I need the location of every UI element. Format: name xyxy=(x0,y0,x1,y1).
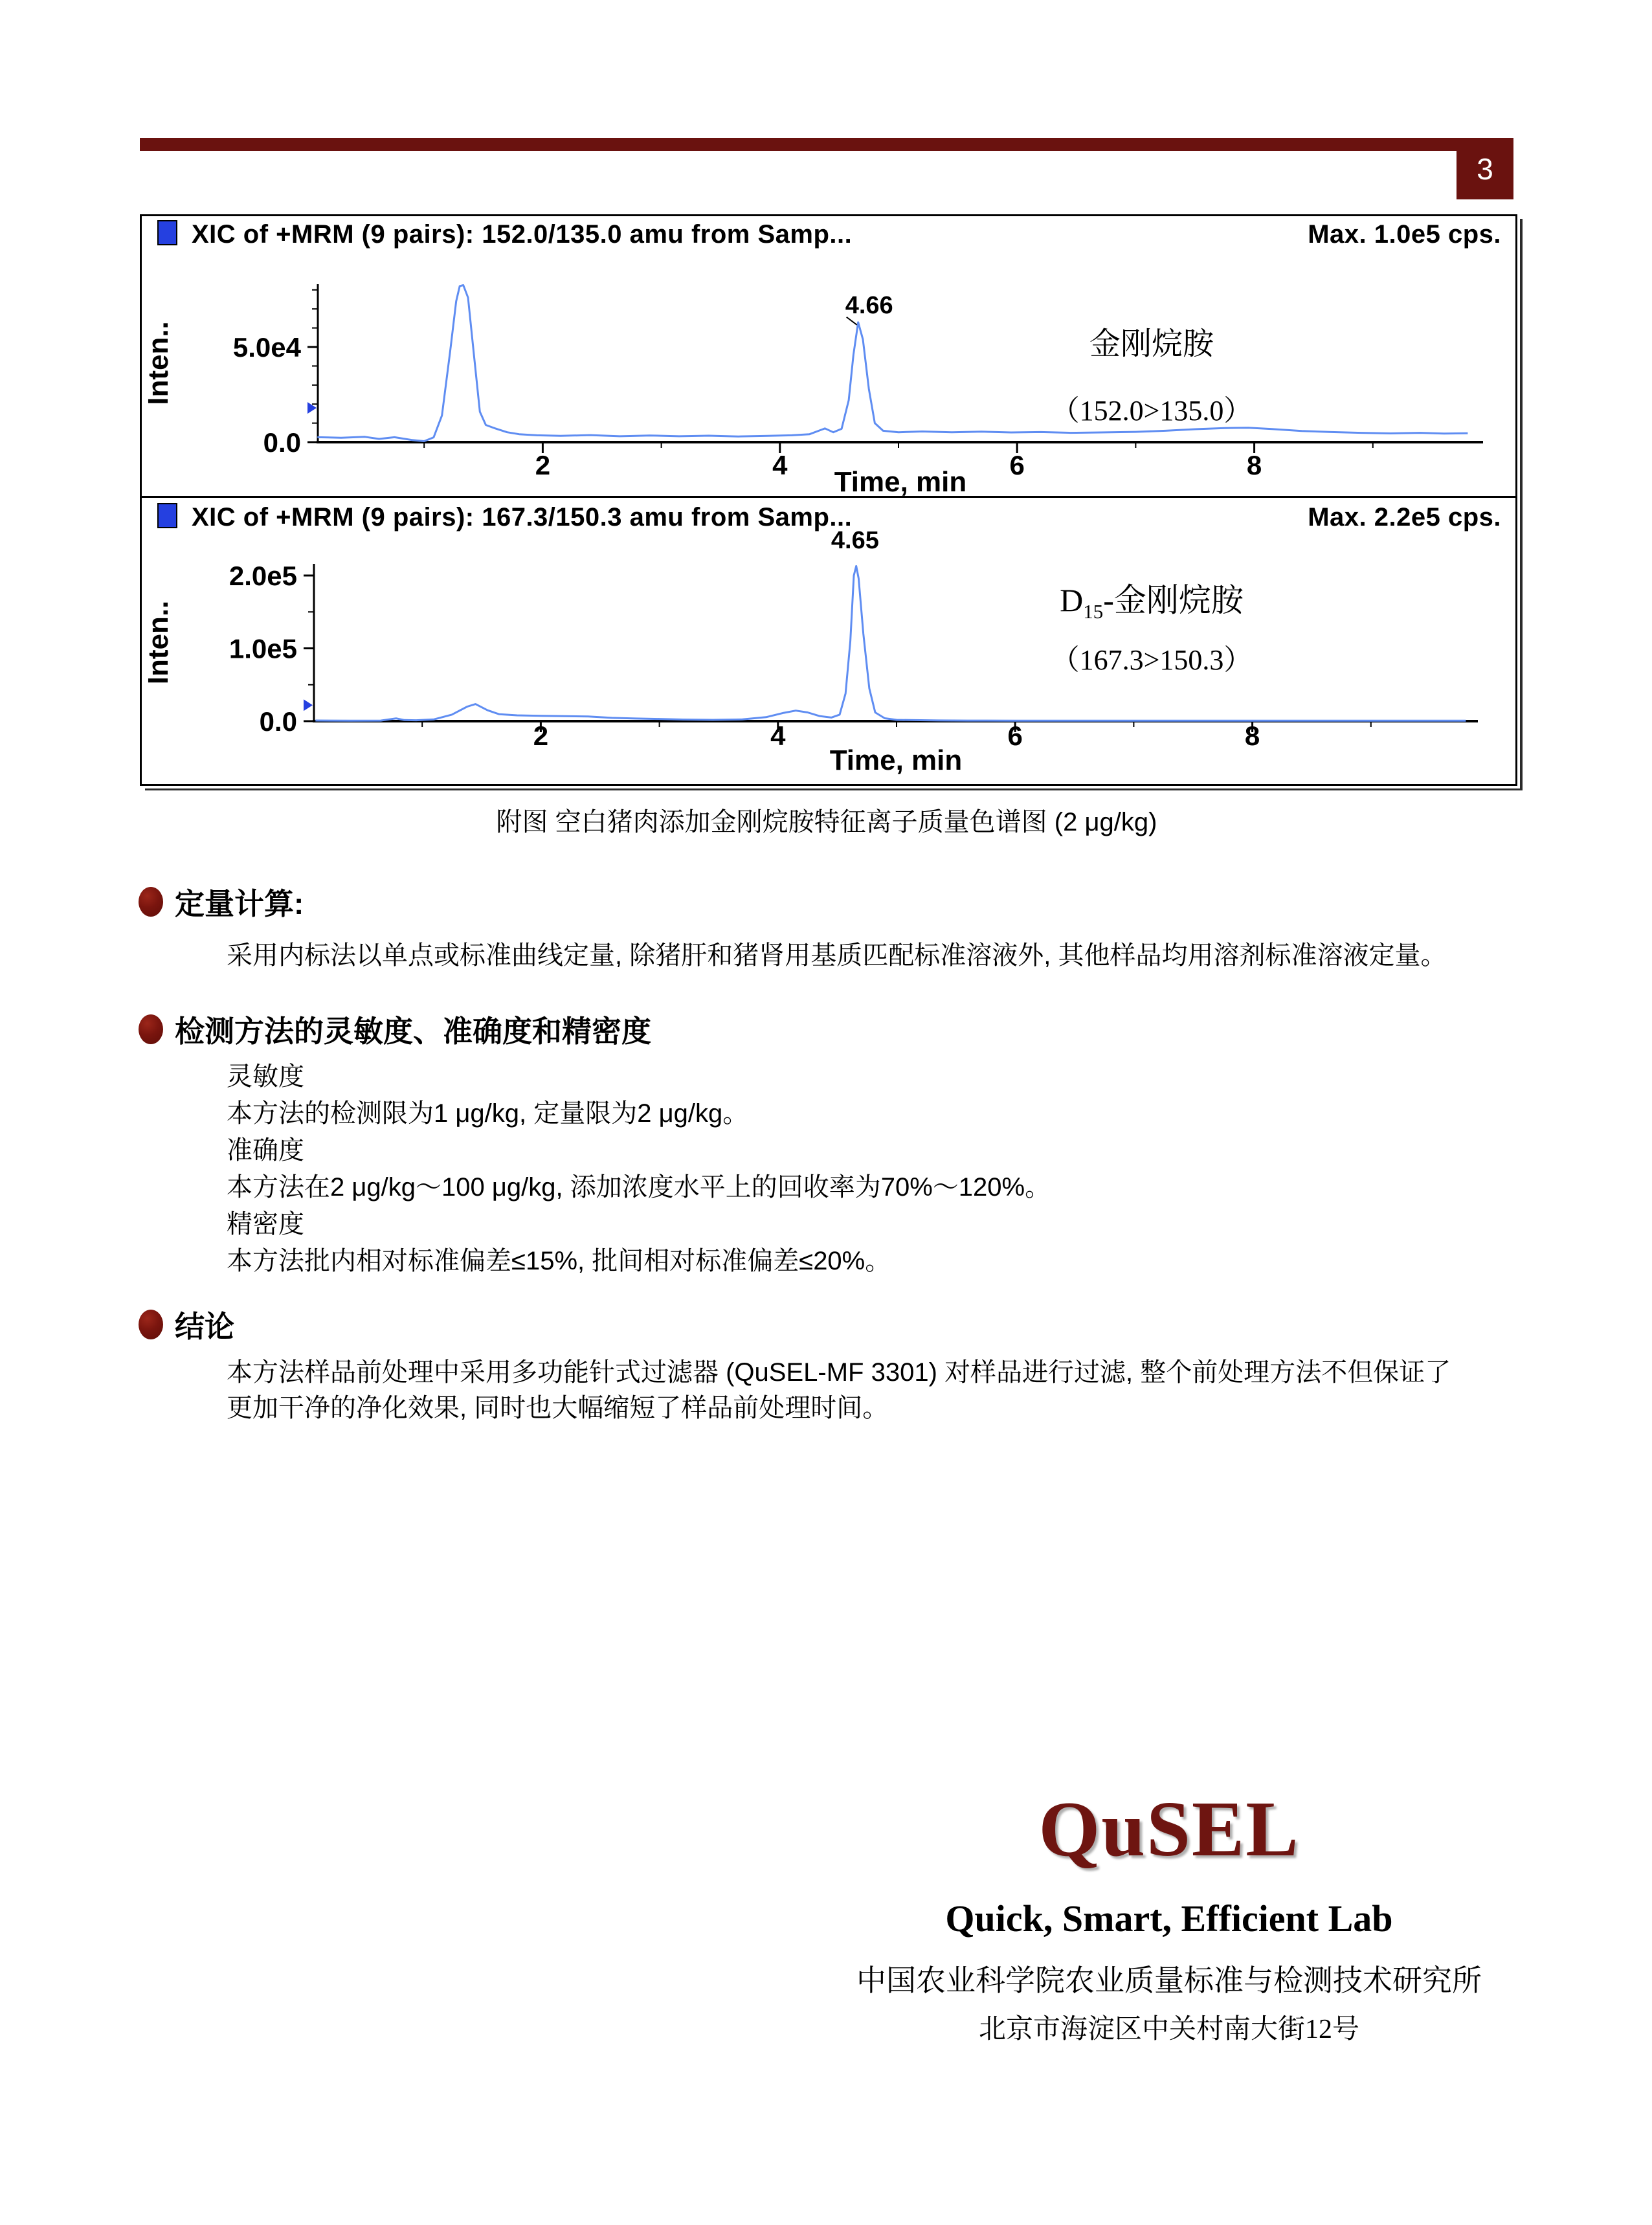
svg-text:2.0e5: 2.0e5 xyxy=(229,561,297,591)
section-body xyxy=(227,1058,1517,1280)
transition-label: （152.0>135.0） xyxy=(1051,394,1253,427)
chromatogram-panel-1 xyxy=(142,216,1515,498)
svg-text:8: 8 xyxy=(1244,721,1260,751)
compound-name: $D_{15}-$金刚烷胺 xyxy=(1060,582,1244,623)
trace-legend-square-icon xyxy=(157,220,177,245)
page-number-badge xyxy=(1457,138,1513,199)
qusel-logo: QuSEL xyxy=(1038,1785,1300,1873)
section-heading-text: 检测方法的灵敏度、准确度和精密度 xyxy=(175,1014,651,1048)
bullet-icon xyxy=(139,887,163,917)
bullet-icon xyxy=(139,1310,163,1339)
logo-tagline: Quick, Smart, Efficient Lab xyxy=(945,1897,1393,1940)
svg-text:8: 8 xyxy=(1246,450,1262,480)
chart-max-intensity-label: Max. 2.2e5 cps. xyxy=(1308,503,1501,531)
section-body-line: 本方法样品前处理中采用多功能针式过滤器 (QuSEL-MF 3301) 对样品进行过滤, 整个前处理方法不但保证了 xyxy=(227,1358,1451,1387)
svg-text:5.0e4: 5.0e4 xyxy=(232,332,301,363)
section-body-line: 本方法在2 μg/kg～100 μg/kg, 添加浓度水平上的回收率为70%～120%。 xyxy=(227,1173,1051,1202)
svg-text:Time, min: Time, min xyxy=(834,466,967,496)
chart-title: XIC of +MRM (9 pairs): 152.0/135.0 amu from Samp... xyxy=(192,220,853,249)
svg-text:4.65: 4.65 xyxy=(831,527,879,554)
footer-logo-block xyxy=(781,1784,1557,2046)
chart-header xyxy=(157,503,1501,532)
compound-annotation xyxy=(970,319,1333,429)
svg-text:Time, min: Time, min xyxy=(829,744,963,776)
chart-title: XIC of +MRM (9 pairs): 167.3/150.3 amu from Samp... xyxy=(192,503,853,531)
section-heading-quantitation xyxy=(139,880,1517,923)
section-body-line: 精密度 xyxy=(227,1210,304,1238)
bullet-icon xyxy=(139,1014,163,1044)
transition-label: （167.3>150.3） xyxy=(1051,644,1253,676)
section-body-line: 本方法批内相对标准偏差≤15%, 批间相对标准偏差≤20%。 xyxy=(227,1247,891,1275)
trace-legend-square-icon xyxy=(157,503,177,528)
svg-text:Inten..: Inten.. xyxy=(142,321,174,405)
chromatogram-panel-2 xyxy=(142,498,1515,784)
section-heading-text: 结论 xyxy=(175,1310,234,1343)
chart-header xyxy=(157,220,1501,249)
svg-text:1.0e5: 1.0e5 xyxy=(229,633,297,664)
svg-text:2: 2 xyxy=(533,721,549,751)
section-body-line: 准确度 xyxy=(227,1136,304,1165)
compound-annotation xyxy=(970,574,1333,678)
svg-text:4: 4 xyxy=(770,721,786,751)
figure-caption: 附图 空白猪肉添加金刚烷胺特征离子质量色谱图 (2 μg/kg) xyxy=(496,808,1157,836)
chart-max-intensity-label: Max. 1.0e5 cps. xyxy=(1308,220,1501,249)
top-divider-rule xyxy=(140,138,1513,151)
svg-text:4: 4 xyxy=(772,450,788,480)
chromatogram-figure xyxy=(140,214,1517,786)
svg-text:0.0: 0.0 xyxy=(259,706,297,737)
page-number: 3 xyxy=(1477,151,1493,186)
section-heading-conclusion xyxy=(139,1303,1517,1346)
section-body-line: 更加干净的净化效果, 同时也大幅缩短了样品前处理时间。 xyxy=(227,1394,889,1422)
svg-text:6: 6 xyxy=(1009,450,1025,480)
section-heading-performance xyxy=(139,1008,1517,1051)
compound-name: 金刚烷胺 xyxy=(1089,327,1214,361)
svg-text:Inten..: Inten.. xyxy=(142,600,174,685)
section-body-line: 灵敏度 xyxy=(227,1062,304,1091)
section-body xyxy=(227,1355,1517,1426)
section-body-line: 采用内标法以单点或标准曲线定量, 除猪肝和猪肾用基质匹配标准溶液外, 其他样品均用溶剂标准溶液定量。 xyxy=(227,941,1447,970)
section-body-line: 本方法的检测限为1 μg/kg, 定量限为2 μg/kg。 xyxy=(227,1099,749,1128)
svg-text:2: 2 xyxy=(535,450,551,480)
svg-text:6: 6 xyxy=(1007,721,1023,751)
text-sections xyxy=(139,880,1517,1426)
svg-text:0.0: 0.0 xyxy=(263,427,301,458)
institute-name: 中国农业科学院农业质量标准与检测技术研究所 xyxy=(856,1964,1482,1997)
institute-address: 北京市海淀区中关村南大街12号 xyxy=(978,2015,1359,2044)
svg-text:4.66: 4.66 xyxy=(845,291,893,319)
section-heading-text: 定量计算: xyxy=(175,887,304,921)
